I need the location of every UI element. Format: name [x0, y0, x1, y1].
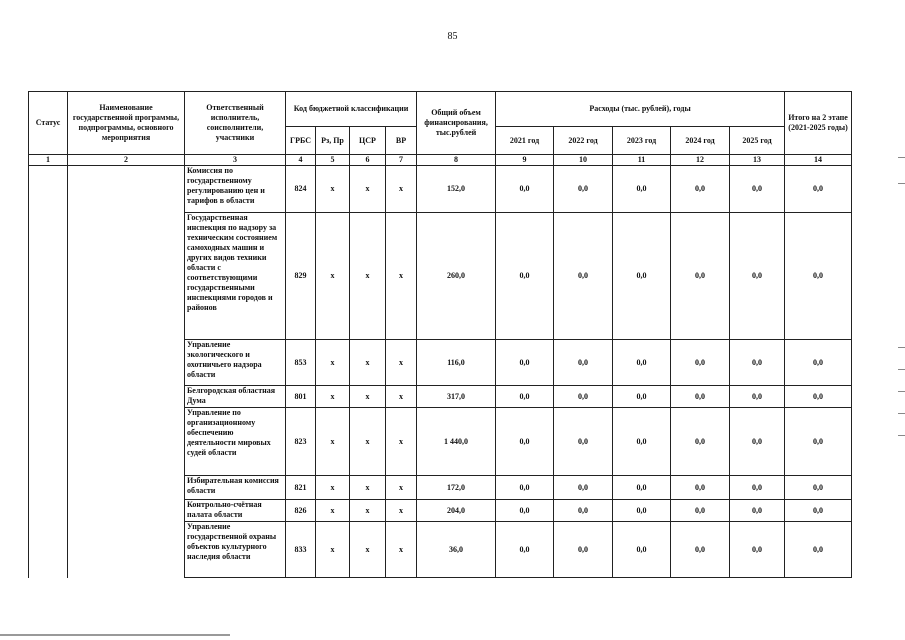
edge-tick — [898, 347, 905, 348]
status-cell — [29, 213, 68, 340]
status-cell — [29, 386, 68, 408]
header-stage-total: Итого на 2 этапе (2021-2025 годы) — [785, 92, 852, 155]
year-2024-cell: 0,0 — [671, 500, 730, 522]
csr-cell: х — [350, 386, 386, 408]
status-cell — [29, 476, 68, 500]
grbs-cell: 833 — [286, 522, 316, 578]
program-name-cell — [68, 500, 185, 522]
program-name-cell — [68, 408, 185, 476]
program-name-cell — [68, 340, 185, 386]
table-row — [29, 476, 852, 500]
table-row — [29, 500, 852, 522]
header-year: 2024 год — [671, 127, 730, 155]
table-row — [29, 166, 852, 213]
stage-total-cell: 0,0 — [785, 476, 852, 500]
vr-cell: х — [386, 500, 417, 522]
year-2025-cell: 0,0 — [730, 408, 785, 476]
column-number: 2 — [68, 155, 185, 166]
rzpr-cell: х — [316, 386, 350, 408]
year-2023-cell: 0,0 — [613, 386, 671, 408]
vr-cell: х — [386, 340, 417, 386]
total-cell: 116,0 — [417, 340, 496, 386]
header-bcc: Код бюджетной классификации — [286, 92, 417, 127]
table-row — [29, 408, 852, 476]
table-row — [29, 386, 852, 408]
executor-cell: Комиссия по государственному регулированию цен и тарифов в области — [185, 166, 286, 213]
header-year: 2023 год — [613, 127, 671, 155]
budget-table — [28, 91, 852, 578]
year-2024-cell: 0,0 — [671, 213, 730, 340]
rzpr-cell: х — [316, 522, 350, 578]
year-2025-cell: 0,0 — [730, 522, 785, 578]
total-cell: 260,0 — [417, 213, 496, 340]
status-cell — [29, 340, 68, 386]
rzpr-cell: х — [316, 213, 350, 340]
vr-cell: х — [386, 476, 417, 500]
column-number: 1 — [29, 155, 68, 166]
rzpr-cell: х — [316, 340, 350, 386]
csr-cell: х — [350, 340, 386, 386]
year-2025-cell: 0,0 — [730, 213, 785, 340]
header-name: Наименование государственной программы, подпрограммы, основного мероприятия — [68, 92, 185, 155]
year-2024-cell: 0,0 — [671, 408, 730, 476]
status-cell — [29, 408, 68, 476]
column-number: 12 — [671, 155, 730, 166]
total-cell: 204,0 — [417, 500, 496, 522]
year-2024-cell: 0,0 — [671, 340, 730, 386]
header-total-volume: Общий объем финансирования, тыс.рублей — [417, 92, 496, 155]
grbs-cell: 824 — [286, 166, 316, 213]
total-cell: 152,0 — [417, 166, 496, 213]
stage-total-cell: 0,0 — [785, 166, 852, 213]
year-2023-cell: 0,0 — [613, 213, 671, 340]
executor-cell: Избирательная комиссия области — [185, 476, 286, 500]
program-name-cell — [68, 213, 185, 340]
edge-tick — [898, 183, 905, 184]
column-number: 7 — [386, 155, 417, 166]
year-2025-cell: 0,0 — [730, 166, 785, 213]
header-year: 2021 год — [496, 127, 554, 155]
executor-cell: Управление государственной охраны объектов культурного наследия области — [185, 522, 286, 578]
executor-cell: Управление экологического и охотничьего надзора области — [185, 340, 286, 386]
column-number: 9 — [496, 155, 554, 166]
rzpr-cell: х — [316, 500, 350, 522]
header-csr: ЦСР — [350, 127, 386, 155]
vr-cell: х — [386, 522, 417, 578]
year-2025-cell: 0,0 — [730, 476, 785, 500]
year-2024-cell: 0,0 — [671, 386, 730, 408]
vr-cell: х — [386, 386, 417, 408]
year-2021-cell: 0,0 — [496, 386, 554, 408]
edge-tick — [898, 157, 905, 158]
csr-cell: х — [350, 408, 386, 476]
column-number: 13 — [730, 155, 785, 166]
vr-cell: х — [386, 213, 417, 340]
header-vr: ВР — [386, 127, 417, 155]
year-2024-cell: 0,0 — [671, 522, 730, 578]
stage-total-cell: 0,0 — [785, 213, 852, 340]
year-2022-cell: 0,0 — [554, 408, 613, 476]
year-2022-cell: 0,0 — [554, 340, 613, 386]
year-2023-cell: 0,0 — [613, 522, 671, 578]
grbs-cell: 801 — [286, 386, 316, 408]
year-2022-cell: 0,0 — [554, 213, 613, 340]
year-2023-cell: 0,0 — [613, 408, 671, 476]
grbs-cell: 823 — [286, 408, 316, 476]
rzpr-cell: х — [316, 408, 350, 476]
table-row — [29, 213, 852, 340]
edge-tick — [898, 369, 905, 370]
column-number: 8 — [417, 155, 496, 166]
header-responsible: Ответственный исполнитель, соисполнители, участники — [185, 92, 286, 155]
year-2023-cell: 0,0 — [613, 500, 671, 522]
year-2021-cell: 0,0 — [496, 340, 554, 386]
rzpr-cell: х — [316, 476, 350, 500]
column-number: 11 — [613, 155, 671, 166]
edge-tick — [898, 391, 905, 392]
rzpr-cell: х — [316, 166, 350, 213]
total-cell: 172,0 — [417, 476, 496, 500]
column-number: 10 — [554, 155, 613, 166]
header-rzpr: Рз, Пр — [316, 127, 350, 155]
scan-artifact-line — [0, 634, 230, 636]
year-2023-cell: 0,0 — [613, 340, 671, 386]
grbs-cell: 826 — [286, 500, 316, 522]
year-2025-cell: 0,0 — [730, 340, 785, 386]
status-cell — [29, 166, 68, 213]
header-status: Статус — [29, 92, 68, 155]
total-cell: 317,0 — [417, 386, 496, 408]
program-name-cell — [68, 522, 185, 578]
vr-cell: х — [386, 166, 417, 213]
edge-tick — [898, 435, 905, 436]
column-number: 6 — [350, 155, 386, 166]
program-name-cell — [68, 386, 185, 408]
year-2025-cell: 0,0 — [730, 500, 785, 522]
year-2021-cell: 0,0 — [496, 476, 554, 500]
column-number: 14 — [785, 155, 852, 166]
year-2021-cell: 0,0 — [496, 522, 554, 578]
header-expenses: Расходы (тыс. рублей), годы — [496, 92, 785, 127]
program-name-cell — [68, 166, 185, 213]
year-2023-cell: 0,0 — [613, 476, 671, 500]
year-2021-cell: 0,0 — [496, 408, 554, 476]
year-2022-cell: 0,0 — [554, 476, 613, 500]
stage-total-cell: 0,0 — [785, 500, 852, 522]
year-2022-cell: 0,0 — [554, 166, 613, 213]
edge-tick — [898, 413, 905, 414]
stage-total-cell: 0,0 — [785, 340, 852, 386]
header-year: 2025 год — [730, 127, 785, 155]
executor-cell: Государственная инспекция по надзору за техническим состоянием самоходных машин и других видов техники области с соответствующими государственными инспекциями городов и районов — [185, 213, 286, 340]
column-number-row — [29, 155, 852, 166]
year-2025-cell: 0,0 — [730, 386, 785, 408]
csr-cell: х — [350, 166, 386, 213]
executor-cell: Белгородская областная Дума — [185, 386, 286, 408]
header-year: 2022 год — [554, 127, 613, 155]
stage-total-cell: 0,0 — [785, 408, 852, 476]
status-cell — [29, 522, 68, 578]
year-2023-cell: 0,0 — [613, 166, 671, 213]
column-number: 3 — [185, 155, 286, 166]
executor-cell: Контрольно-счётная палата области — [185, 500, 286, 522]
year-2022-cell: 0,0 — [554, 386, 613, 408]
csr-cell: х — [350, 213, 386, 340]
year-2024-cell: 0,0 — [671, 166, 730, 213]
year-2024-cell: 0,0 — [671, 476, 730, 500]
grbs-cell: 821 — [286, 476, 316, 500]
stage-total-cell: 0,0 — [785, 386, 852, 408]
page-number: 85 — [447, 31, 458, 42]
vr-cell: х — [386, 408, 417, 476]
column-number: 5 — [316, 155, 350, 166]
executor-cell: Управление по организационному обеспечению деятельности мировых судей области — [185, 408, 286, 476]
year-2021-cell: 0,0 — [496, 213, 554, 340]
status-cell — [29, 500, 68, 522]
year-2021-cell: 0,0 — [496, 166, 554, 213]
table-row — [29, 340, 852, 386]
year-2022-cell: 0,0 — [554, 500, 613, 522]
column-number: 4 — [286, 155, 316, 166]
csr-cell: х — [350, 522, 386, 578]
grbs-cell: 853 — [286, 340, 316, 386]
year-2021-cell: 0,0 — [496, 500, 554, 522]
total-cell: 36,0 — [417, 522, 496, 578]
year-2022-cell: 0,0 — [554, 522, 613, 578]
stage-total-cell: 0,0 — [785, 522, 852, 578]
total-cell: 1 440,0 — [417, 408, 496, 476]
grbs-cell: 829 — [286, 213, 316, 340]
table-row — [29, 522, 852, 578]
program-name-cell — [68, 476, 185, 500]
csr-cell: х — [350, 476, 386, 500]
csr-cell: х — [350, 500, 386, 522]
header-grbs: ГРБС — [286, 127, 316, 155]
